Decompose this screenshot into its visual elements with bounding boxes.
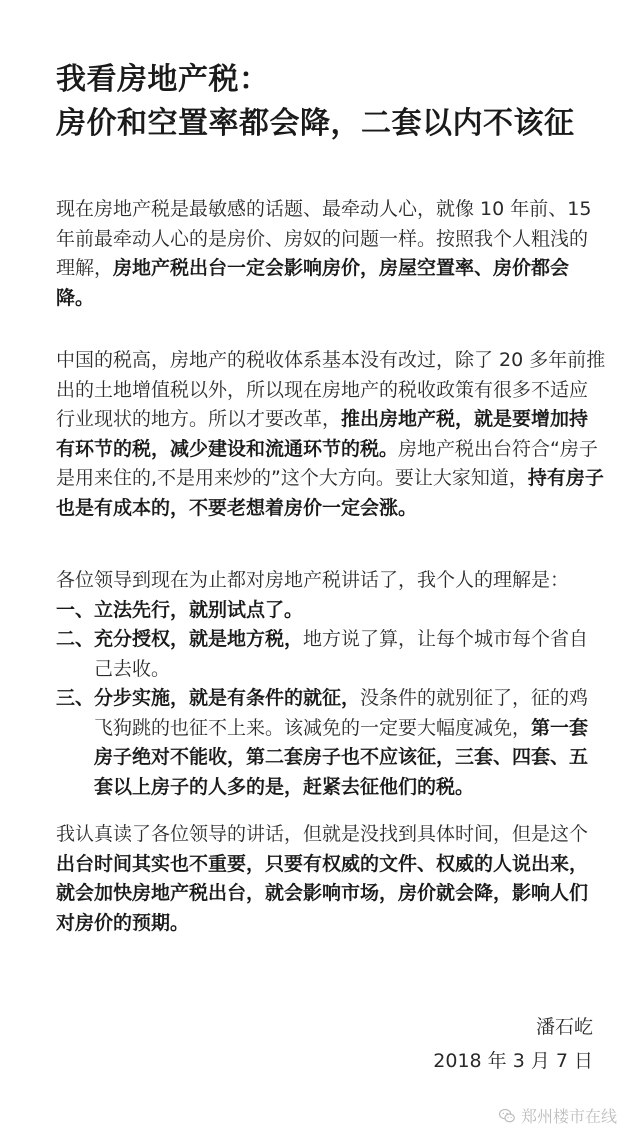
paragraph-1-text: 现在房地产税是最敏感的话题、最牵动人心，就像 10 年前、15 年前最牵动人心的是房价、房奴的问题一样。按照我个人粗浅的理解， — [56, 198, 592, 279]
list-item-body — [94, 684, 606, 802]
wechat-icon — [498, 1107, 516, 1125]
list-item-text: 地方说了算，让每个城市每个省自己去收。 — [94, 628, 589, 680]
paragraph-4 — [56, 820, 606, 938]
list-item-body — [94, 625, 606, 684]
paragraph-1-bold: 房地产税出台一定会影响房价，房屋空置率、房价都会降。 — [56, 257, 570, 309]
list-item-number: 一、 — [56, 598, 95, 621]
watermark — [498, 1104, 617, 1127]
title-line-1: 我看房地产税： — [56, 62, 270, 97]
list-item — [56, 625, 606, 684]
article-title — [56, 58, 616, 146]
signature-date: 2018 年 3 月 7 日 — [433, 1050, 593, 1072]
title-line-2: 房价和空置率都会降，二套以内不该征 — [56, 106, 575, 141]
paragraph-2-text-b: 房地产税出台符合“房子是用来住的,不是用来炒的”这个大方向。要让大家知道， — [56, 437, 598, 489]
paragraph-2-bold-b: 持有房子也是有成本的，不要老想着房价一定会涨。 — [56, 467, 604, 519]
list-item-number: 二、 — [56, 628, 95, 650]
list-item — [56, 596, 606, 626]
numbered-list — [56, 596, 606, 803]
paragraph-2 — [56, 346, 606, 523]
paragraph-4-bold: 出台时间其实也不重要，只要有权威的文件、权威的人说出来，就会加快房地产税出台，就会影响市场，房价就会降，影响人们对房价的预期。 — [56, 852, 589, 934]
author-name: 潘石屹 — [535, 1016, 593, 1038]
list-item-text: 没条件的就别征了，征的鸡飞狗跳的也征不上来。该减免的一定要大幅度减免， — [94, 687, 589, 739]
list-item-bold: 充分授权，就是地方税， — [94, 628, 304, 650]
watermark-text: 郑州楼市在线 — [520, 1107, 617, 1126]
paragraph-4-text: 我认真读了各位领导的讲话，但就是没找到具体时间，但是这个 — [56, 823, 589, 845]
list-item-body — [94, 596, 606, 626]
paragraph-2-bold-a: 推出房地产税，就是要增加持有环节的税，减少建设和流通环节的税。 — [56, 408, 589, 460]
list-item-bold-2: 第一套房子绝对不能收，第二套房子也不应该征，三套、四套、五套以上房子的人多的是，赶紧去征他们的税。 — [94, 716, 589, 798]
list-item — [56, 684, 606, 802]
signature-block — [433, 1010, 593, 1078]
paragraph-2-text-a: 中国的税高，房地产的税收体系基本没有改过，除了 20 多年前推出的土地增值税以外，所以现在房地产的税收政策有很多不适应行业现状的地方。所以才要改革， — [56, 349, 606, 430]
list-item-bold: 立法先行，就别试点了。 — [94, 598, 304, 621]
list-item-number: 三、 — [56, 687, 95, 709]
paragraph-3 — [56, 566, 606, 802]
paragraph-1 — [56, 195, 606, 313]
paragraph-3-intro: 各位领导到现在为止都对房地产税讲话了，我个人的理解是： — [56, 569, 570, 591]
list-item-bold: 分步实施，就是有条件的就征， — [94, 687, 361, 709]
